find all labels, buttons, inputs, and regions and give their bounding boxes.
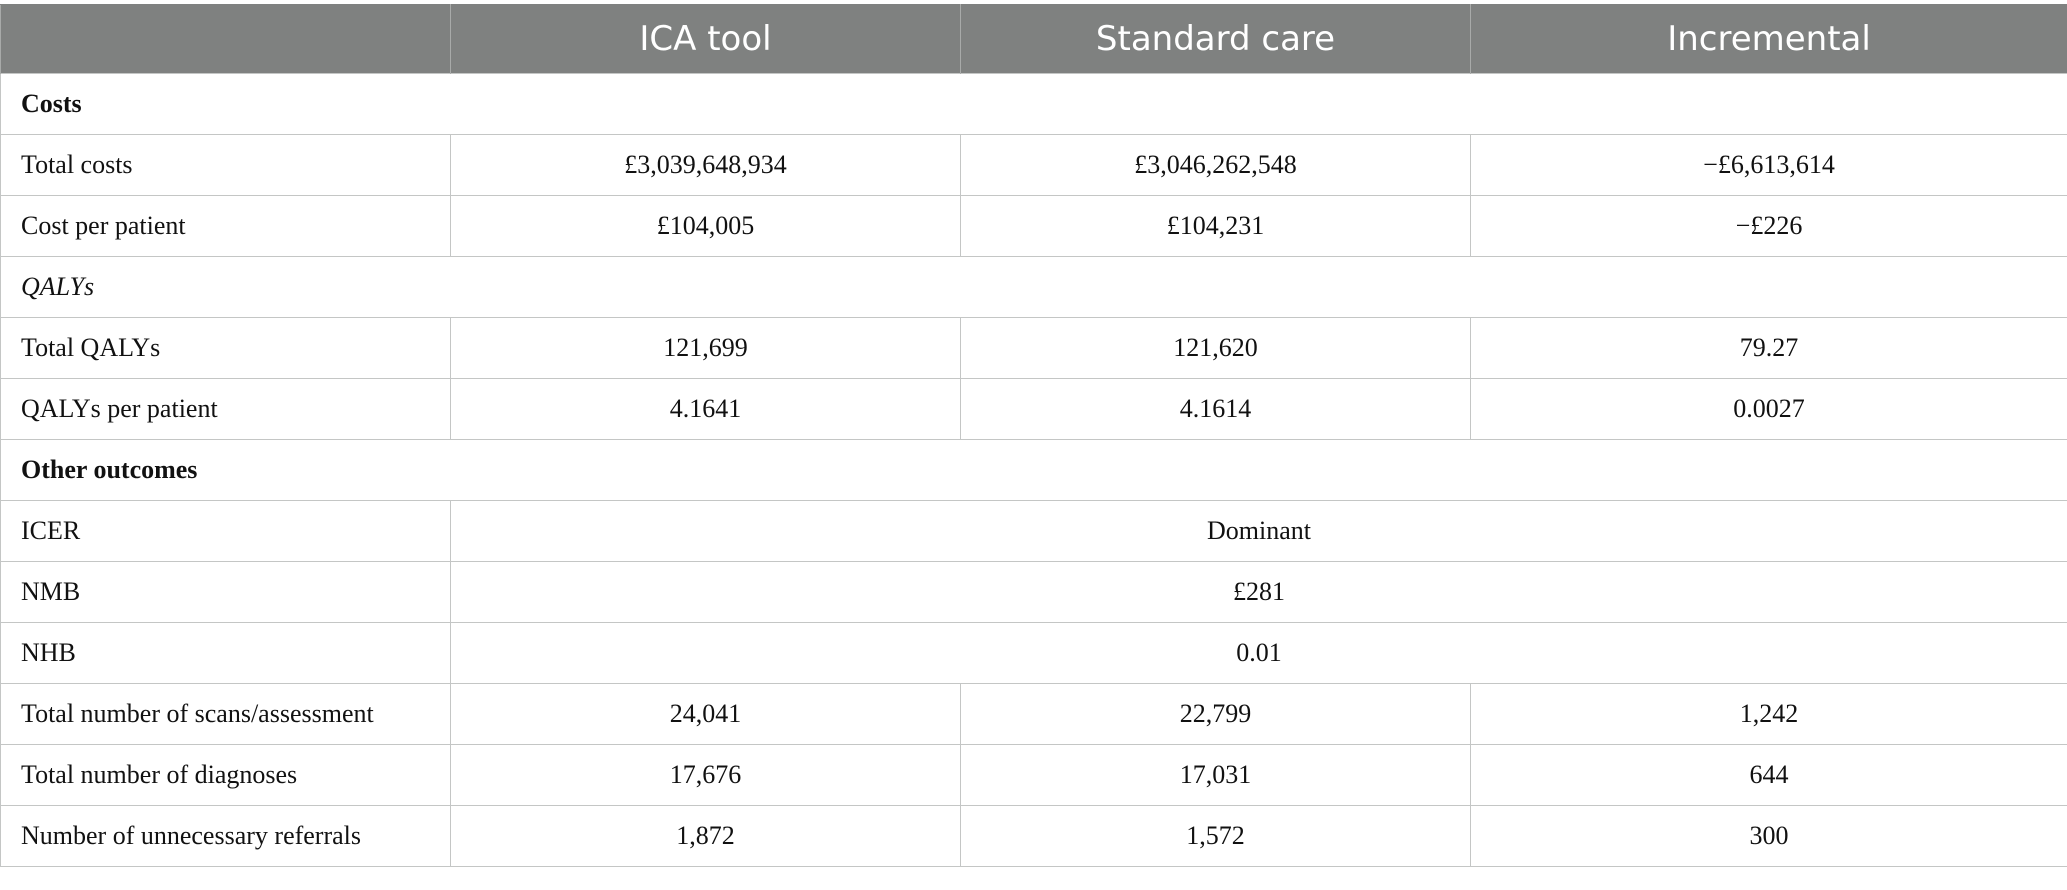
table-row	[1, 196, 2067, 257]
row-label: QALYs per patient	[1, 379, 451, 440]
merged-value: Dominant	[451, 501, 2067, 562]
section-qalys: QALYs	[1, 257, 2067, 318]
header-ica-tool: ICA tool	[451, 5, 961, 74]
incremental-value: 644	[1471, 745, 2067, 806]
table-row	[1, 745, 2067, 806]
standard-value: 17,031	[961, 745, 1471, 806]
incremental-value: −£226	[1471, 196, 2067, 257]
table-row	[1, 379, 2067, 440]
row-label: Number of unnecessary referrals	[1, 806, 451, 867]
row-label: ICER	[1, 501, 451, 562]
ica-value: 17,676	[451, 745, 961, 806]
header-empty-cell	[1, 5, 451, 74]
table-row	[1, 623, 2067, 684]
standard-value: 121,620	[961, 318, 1471, 379]
merged-value: £281	[451, 562, 2067, 623]
incremental-value: 1,242	[1471, 684, 2067, 745]
row-label: Total number of diagnoses	[1, 745, 451, 806]
ica-value: £3,039,648,934	[451, 135, 961, 196]
incremental-value: 0.0027	[1471, 379, 2067, 440]
standard-value: 22,799	[961, 684, 1471, 745]
ica-value: 4.1641	[451, 379, 961, 440]
incremental-value: −£6,613,614	[1471, 135, 2067, 196]
row-label: NMB	[1, 562, 451, 623]
row-label: Total costs	[1, 135, 451, 196]
table-row	[1, 806, 2067, 867]
incremental-value: 79.27	[1471, 318, 2067, 379]
table-row	[1, 684, 2067, 745]
standard-value: 4.1614	[961, 379, 1471, 440]
section-row-other-outcomes	[1, 440, 2067, 501]
header-standard-care: Standard care	[961, 5, 1471, 74]
section-row-costs	[1, 74, 2067, 135]
section-other-outcomes: Other outcomes	[1, 440, 2067, 501]
ica-value: £104,005	[451, 196, 961, 257]
row-label: Cost per patient	[1, 196, 451, 257]
standard-value: £3,046,262,548	[961, 135, 1471, 196]
section-costs: Costs	[1, 74, 2067, 135]
standard-value: 1,572	[961, 806, 1471, 867]
header-incremental: Incremental	[1471, 5, 2067, 74]
results-table	[0, 4, 2067, 867]
row-label: Total number of scans/assessment	[1, 684, 451, 745]
ica-value: 121,699	[451, 318, 961, 379]
table-row	[1, 562, 2067, 623]
row-label: Total QALYs	[1, 318, 451, 379]
row-label: NHB	[1, 623, 451, 684]
merged-value: 0.01	[451, 623, 2067, 684]
section-row-qalys	[1, 257, 2067, 318]
standard-value: £104,231	[961, 196, 1471, 257]
incremental-value: 300	[1471, 806, 2067, 867]
ica-value: 24,041	[451, 684, 961, 745]
table-row	[1, 501, 2067, 562]
header-row	[1, 5, 2067, 74]
table-row	[1, 135, 2067, 196]
ica-value: 1,872	[451, 806, 961, 867]
table-row	[1, 318, 2067, 379]
